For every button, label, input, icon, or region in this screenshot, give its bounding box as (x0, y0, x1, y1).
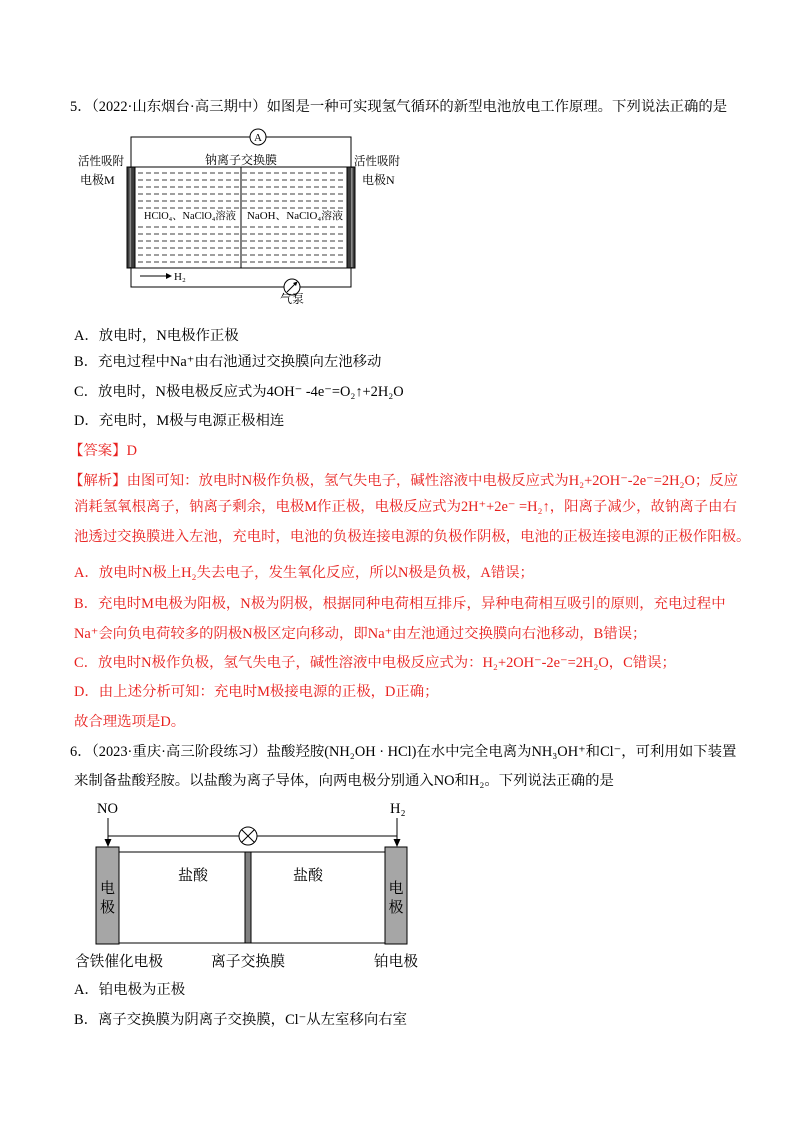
electrode-m-label-line1: 活性吸附 (78, 154, 127, 168)
ammeter-label: A (254, 132, 262, 144)
left-electrode-char: 电 (99, 881, 116, 897)
answer-value: D (126, 443, 137, 459)
platinum-electrode-label: 铂电极 (374, 954, 420, 970)
right-solution-label: 盐酸 (293, 868, 324, 884)
ion-exchange-membrane (245, 852, 251, 943)
gas-pipe (131, 268, 351, 287)
electrode-n-highlight (351, 168, 353, 267)
membrane-label: 钠离子交换膜 (205, 153, 278, 167)
analysis-intro-line: 池透过交换膜进入左池，充电时，电池的负极连接电源的负极作阴极，电池的正极连接电源的正极作阳极。 (74, 529, 751, 545)
cell-container (119, 852, 385, 943)
membrane-label: 离子交换膜 (211, 954, 287, 970)
left-electrode-char: 极 (99, 900, 116, 916)
right-electrode-char: 极 (388, 900, 404, 916)
analysis-label: 【解析】 (69, 473, 127, 489)
gas-label: H₂ (174, 271, 186, 283)
h2-gas-label: H₂ (390, 801, 406, 817)
h2-inlet-arrowhead (394, 839, 401, 847)
q6-electrolysis-diagram (70, 795, 430, 975)
q5-battery-diagram (70, 125, 410, 310)
analysis-option-c: C．放电时N极作负极，氢气失电子，碱性溶液中电极反应式为：H₂+2OH⁻-2e⁻=2H₂O，C错误； (74, 655, 676, 671)
analysis-option-b: B．充电时M电极为阳极，N极为阴极，根据同种电荷相互排斥，异种电荷相互吸引的原则，充电过程中 (74, 596, 726, 612)
q5-option-a: A．放电时，N电极作正极 (74, 328, 239, 344)
answer-label: 【答案】 (69, 443, 127, 459)
q5-stem: 5．（2022·山东烟台·高三期中）如图是一种可实现氢气循环的新型电池放电工作原理。下列说法正确的是 (70, 99, 728, 115)
electrode-n-label-line1: 活性吸附 (354, 154, 403, 168)
no-gas-label: NO (97, 801, 118, 817)
left-solution-label: HClO₄、NaClO₄溶液 (144, 211, 238, 222)
analysis-option-a: A．放电时N极上H₂失去电子，发生氧化反应，所以N极是负极，A错误； (74, 565, 534, 581)
analysis-intro-text: 由图可知：放电时N极作负极，氢气失电子，碱性溶液中电极反应式为H₂+2OH⁻-2e⁻=2H₂O；反应 (126, 473, 739, 489)
electrode-m-label-line2: 电极M (80, 173, 115, 187)
analysis-intro-line (69, 472, 738, 490)
q6-stem: 来制备盐酸羟胺。以盐酸为离子导体，向两电极分别通入NO和H₂。下列说法正确的是 (74, 773, 614, 789)
electrode-m-highlight (130, 168, 132, 267)
q5-answer (69, 442, 137, 460)
right-electrode-char: 电 (388, 881, 404, 897)
q6-stem: 6．（2023·重庆·高三阶段练习）盐酸羟胺(NH₂OH · HCl)在水中完全电离为NH₃OH⁺和Cl⁻，可利用如下装置 (70, 744, 737, 760)
q5-option-b: B．充电过程中Na⁺由右池通过交换膜向左池移动 (74, 354, 382, 370)
q6-option-a: A．铂电极为正极 (74, 982, 186, 998)
q5-option-d: D．充电时，M极与电源正极相连 (74, 413, 285, 429)
left-solution-label: 盐酸 (178, 868, 209, 884)
iron-electrode-label: 含铁催化电极 (75, 954, 166, 970)
gas-pump-label: 气泵 (279, 292, 305, 306)
right-solution-label: NaOH、NaClO₄溶液 (247, 211, 340, 222)
electrode-n-label-line2: 电极N (362, 173, 395, 187)
analysis-option-d: D．由上述分析可知：充电时M极接电源的正极，D正确； (74, 684, 439, 700)
analysis-conclusion: 故合理选项是D。 (74, 714, 186, 730)
no-inlet-arrowhead (105, 839, 112, 847)
gas-flow-arrowhead (166, 273, 172, 279)
q5-option-c: C．放电时，N极电极反应式为4OH⁻ -4e⁻=O₂↑+2H₂O (74, 384, 404, 400)
analysis-intro-line: 消耗氢氧根离子，钠离子剩余，电极M作正极，电极反应式为2H⁺+2e⁻ =H₂↑，阳离子减少，故钠离子由右 (74, 499, 737, 515)
analysis-option-b: Na⁺会向负电荷较多的阴极N极区定向移动，即Na⁺由左池通过交换膜向右池移动，B错误； (74, 626, 647, 642)
q6-option-b: B．离子交换膜为阴离子交换膜，Cl⁻从左室移向右室 (74, 1012, 407, 1028)
